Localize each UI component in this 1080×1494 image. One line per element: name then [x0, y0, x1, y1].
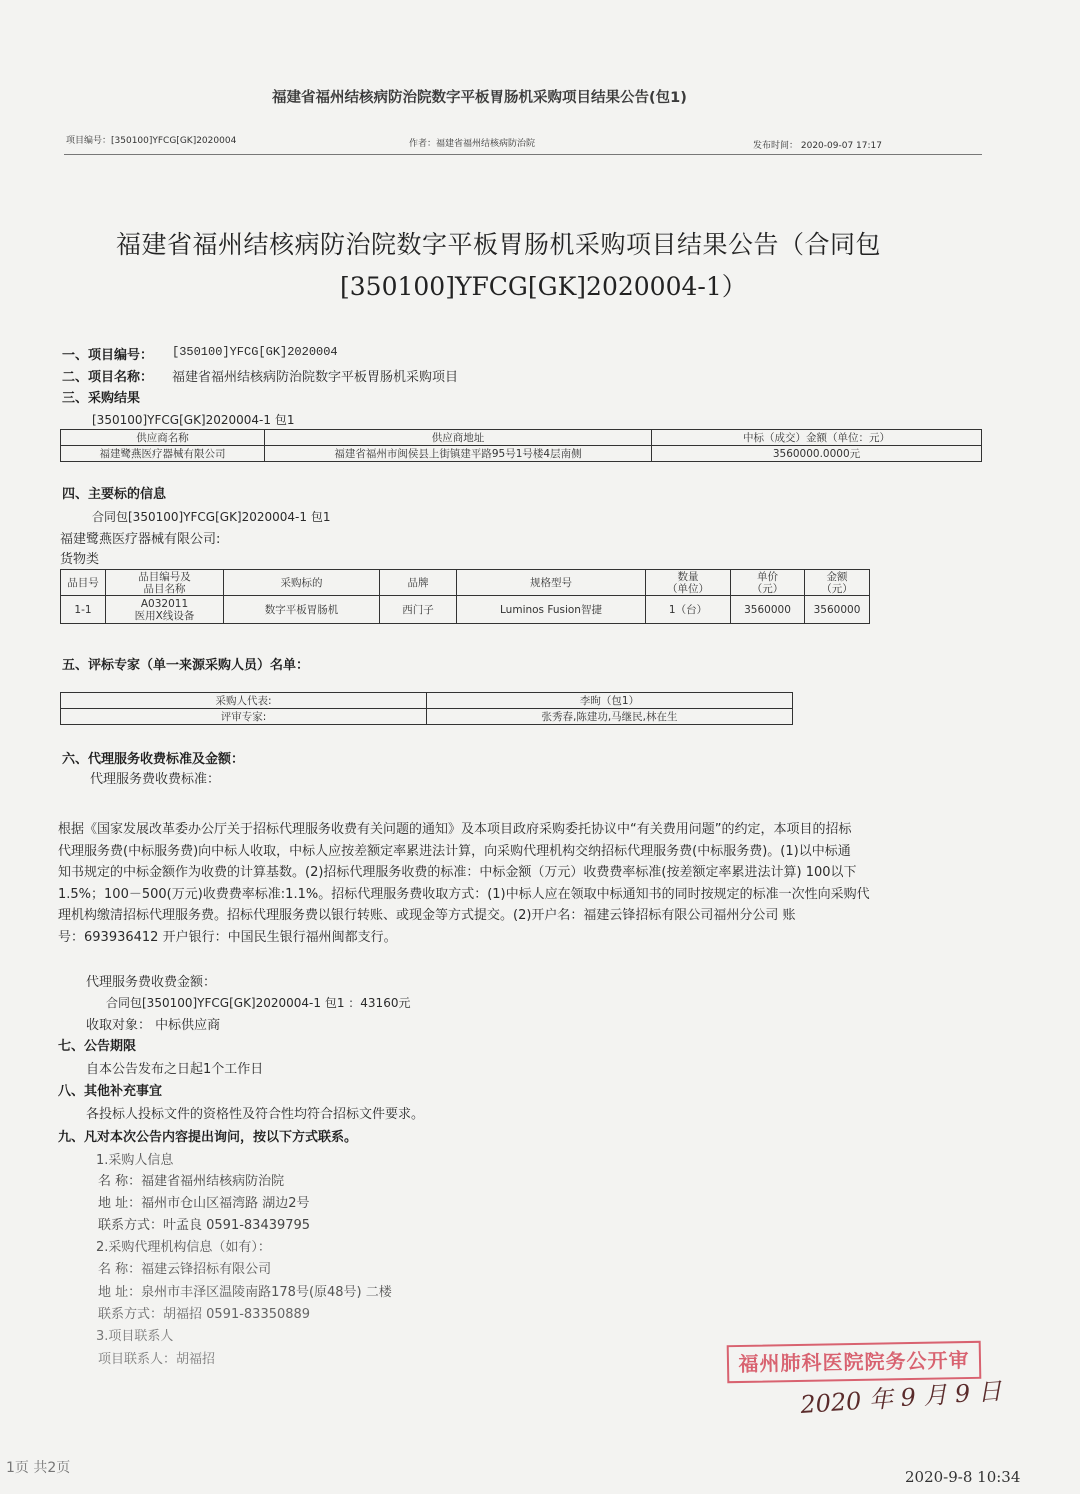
- table-cell: 3560000.0000元: [652, 446, 982, 462]
- table-row: [61, 596, 870, 624]
- fee-paragraph: [58, 819, 978, 948]
- table-cell: 福建省福州市闽侯县上街镇建平路95号1号楼4层南侧: [265, 446, 652, 462]
- page-counter: 1页 共2页: [6, 1460, 71, 1476]
- table-cell: 福建鹭燕医疗器械有限公司: [61, 446, 265, 462]
- project-name-value: 福建省福州结核病防治院数字平板胃肠机采购项目: [172, 370, 459, 385]
- table-cell: A032011 医用X线设备: [106, 596, 224, 624]
- table-cell: 1-1: [61, 596, 106, 624]
- print-timestamp: 2020-9-8 10:34: [905, 1468, 1021, 1486]
- section-7-label: 七、公告期限: [58, 1039, 137, 1054]
- table-header-cell: 采购标的: [224, 570, 380, 596]
- section-5-label: 五、评标专家（单一来源采购人员）名单：: [62, 658, 310, 673]
- stamp-handwritten-date: 2020 年 9 月 9 日: [799, 1376, 1003, 1419]
- table-cell: 3560000: [805, 596, 870, 624]
- section-7-text: 自本公告发布之日起1个工作日: [86, 1062, 264, 1077]
- section-4-label: 四、主要标的信息: [62, 487, 167, 502]
- fee-line: 根据《国家发展改革委办公厅关于招标代理服务收费有关问题的通知》及本项目政府采购委托协议中“有关费用问题”的约定，本项目的招标: [58, 822, 852, 837]
- header-author: 作者：福建省福州结核病防治院: [409, 139, 536, 149]
- table-row: [61, 693, 793, 709]
- section-8-label: 八、其他补充事宜: [58, 1084, 163, 1099]
- table-header-cell: 品目编号及 品目名称: [106, 570, 224, 596]
- purchaser-title: 1.采购人信息: [96, 1153, 174, 1168]
- section-6-label: 六、代理服务收费标准及金额：: [62, 752, 245, 767]
- fee-amount-line: 合同包[350100]YFCG[GK]2020004-1 包1 ：43160元: [106, 996, 411, 1010]
- table-header-row: [61, 570, 870, 596]
- section-3-package: [350100]YFCG[GK]2020004-1 包1: [92, 413, 295, 427]
- header-project-no: 项目编号：[350100]YFCG[GK]2020004: [66, 136, 237, 146]
- fee-amount-label: 代理服务费收费金额：: [86, 975, 217, 990]
- project-no-value: [350100]YFCG[GK]2020004: [172, 345, 338, 359]
- table-header-cell: 金额 （元）: [805, 570, 870, 596]
- fee-line: 理机构缴清招标代理服务费。招标代理服务费以银行转账、或现金等方式提交。(2)开户名：福建云锋招标有限公司福州分公司 账: [58, 908, 796, 923]
- section-2-label: 二、项目名称：: [62, 370, 154, 385]
- section-8-text: 各投标人投标文件的资格性及符合性均符合招标文件要求。: [86, 1107, 425, 1122]
- project-contact-title: 3.项目联系人: [96, 1329, 174, 1344]
- review-stamp: 福州肺科医院院务公开审核章: [727, 1341, 982, 1383]
- table-cell: 评审专家:: [61, 709, 427, 725]
- agency-title: 2.采购代理机构信息（如有）：: [96, 1240, 271, 1255]
- fee-line: 代理服务费(中标服务费)向中标人收取，中标人应按差额定率累进法计算，向采购代理机构交纳招标代理服务费(中标服务费)。(1)以中标通: [58, 843, 851, 859]
- section-4-category: 货物类: [60, 552, 100, 567]
- item-table: [60, 569, 870, 624]
- table-header-cell: 供应商地址: [265, 430, 652, 446]
- section-1-label: 一、项目编号：: [62, 348, 154, 363]
- table-cell: 张秀春,陈建功,马继民,林在生: [427, 709, 793, 725]
- result-table: [60, 429, 982, 462]
- agency-contact: 联系方式：胡福招 0591-83350889: [98, 1307, 311, 1322]
- table-cell: 1（台）: [646, 596, 731, 624]
- expert-table: [60, 692, 793, 725]
- section-6-sub: 代理服务费收费标准：: [90, 772, 221, 787]
- table-header-cell: 单价 （元）: [731, 570, 805, 596]
- table-row: [61, 709, 793, 725]
- table-cell: 数字平板胃肠机: [224, 596, 380, 624]
- table-cell: 西门子: [380, 596, 457, 624]
- table-cell: Luminos Fusion智捷: [457, 596, 646, 624]
- table-header-cell: 品牌: [380, 570, 457, 596]
- table-header-row: [61, 430, 982, 446]
- section-9-label: 九、凡对本次公告内容提出询问，按以下方式联系。: [58, 1130, 358, 1145]
- fee-target: 收取对象： 中标供应商: [86, 1018, 221, 1033]
- table-header-cell: 规格型号: [457, 570, 646, 596]
- table-row: [61, 446, 982, 462]
- section-3-label: 三、采购结果: [62, 391, 141, 406]
- table-header-cell: 品目号: [61, 570, 106, 596]
- fee-line: 1.5%；100－500(万元)收费费率标准:1.1%。招标代理服务费收取方式：(1)中标人应在领取中标通知书的同时按规定的标准一次性向采购代: [58, 886, 870, 902]
- doc-title-line1: 福建省福州结核病防治院数字平板胃肠机采购项目结果公告（合同包: [116, 230, 882, 259]
- project-contact: 项目联系人：胡福招: [98, 1352, 216, 1367]
- purchaser-name: 名 称：福建省福州结核病防治院: [98, 1174, 285, 1189]
- table-cell: 采购人代表:: [61, 693, 427, 709]
- table-header-cell: 数量 （单位）: [646, 570, 731, 596]
- section-4-package: 合同包[350100]YFCG[GK]2020004-1 包1: [92, 510, 331, 524]
- fee-line: 知书规定的中标金额作为收费的计算基数。(2)招标代理服务收费的标准：中标金额（万元）收费费率标准(按差额定率累进法计算) 100以下: [58, 865, 857, 880]
- section-4-supplier: 福建鹭燕医疗器械有限公司:: [60, 532, 221, 547]
- fee-line: 号：693936412 开户银行：中国民生银行福州闽都支行。: [58, 929, 397, 945]
- header-divider: [64, 154, 982, 155]
- doc-title-line2: [350100]YFCG[GK]2020004-1）: [340, 272, 747, 301]
- agency-address: 地 址：泉州市丰泽区温陵南路178号(原48号) 二楼: [98, 1285, 392, 1300]
- page-header-title: 福建省福州结核病防治院数字平板胃肠机采购项目结果公告(包1): [272, 90, 687, 106]
- purchaser-address: 地 址：福州市仓山区福湾路 湖边2号: [98, 1196, 310, 1211]
- table-cell: 李昫（包1）: [427, 693, 793, 709]
- table-cell: 3560000: [731, 596, 805, 624]
- header-publish-time: 发布时间： 2020-09-07 17:17: [753, 141, 882, 151]
- table-header-cell: 供应商名称: [61, 430, 265, 446]
- agency-name: 名 称：福建云锋招标有限公司: [98, 1262, 272, 1277]
- table-header-cell: 中标（成交）金额（单位：元）: [652, 430, 982, 446]
- purchaser-contact: 联系方式：叶孟良 0591-83439795: [98, 1218, 311, 1233]
